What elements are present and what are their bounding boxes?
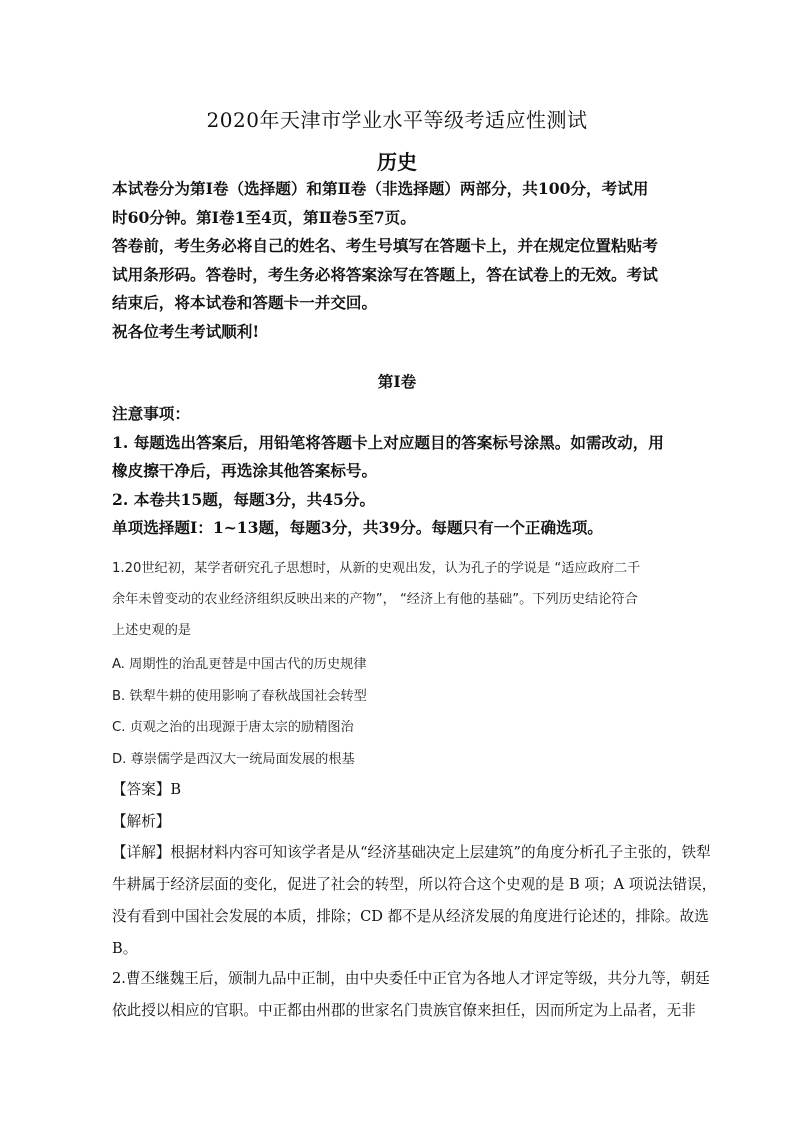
- intro-line: 结束后，将本试卷和答题卡一并交回。: [112, 293, 378, 312]
- stem-line: 依此授以相应的官职。中正都由州郡的世家名门贵族官僚来担任，因而所定为上品者，无非: [112, 1002, 696, 1019]
- stem-line: 1.20世纪初，某学者研究孔子思想时，从新的史观出发，认为孔子的学说是 “适应政府二千: [112, 561, 641, 576]
- stem-line: 2.曹丕继魏王后，颁制九品中正制，由中央委任中正官为各地人才评定等级，共分九等，朝廷: [112, 970, 710, 987]
- exam-title: 2020年天津市学业水平等级考适应性测试: [206, 108, 588, 132]
- note-line: 2. 本卷共15题，每题3分，共45分。: [112, 489, 376, 509]
- option-c: C. 贞观之治的出现源于唐太宗的励精图治: [112, 720, 354, 735]
- answer-row: [112, 778, 687, 799]
- intro-line: 本试卷分为第Ⅰ卷（选择题）和第Ⅱ卷（非选择题）两部分，共100分，考试用: [112, 179, 649, 198]
- stem-line: 上述史观的是: [112, 623, 192, 638]
- intro-line: 答卷前，考生务必将自己的姓名、考生号填写在答题卡上，并在规定位置粘贴考: [112, 236, 658, 255]
- question-2-stem: [112, 963, 710, 1027]
- note-line: 1. 每题选出答案后，用铅笔将答题卡上对应题目的答案标号涂黑。如需改动，用: [112, 432, 664, 452]
- detail-line: 【详解】根据材料内容可知该学者是从“经济基础决定上层建筑”的角度分析孔子主张的，铁犁: [112, 844, 711, 861]
- analysis-tag: 【解析】: [112, 813, 171, 830]
- analysis-detail: [112, 837, 717, 965]
- option-d: D. 尊崇儒学是西汉大一统局面发展的根基: [112, 752, 355, 767]
- single-choice-instruction: 单项选择题Ⅰ：1~13题，每题3分，共39分。每题只有一个正确选项。: [112, 518, 603, 537]
- subject-title: 历史: [377, 150, 417, 174]
- intro-line: 祝各位考生考试顺利!: [112, 321, 260, 341]
- option-b: B. 铁犁牛耕的使用影响了春秋战国社会转型: [112, 689, 367, 704]
- answer-value: B: [170, 781, 182, 798]
- stem-line: 余年未曾变动的农业经济组织反映出来的产物”， “经济上有他的基础”。下列历史结论符合: [112, 592, 638, 607]
- detail-line: 牛耕属于经济层面的变化，促进了社会的转型，所以符合这个史观的是 B 项；A 项说法错误，: [112, 876, 717, 893]
- notes-label: 注意事项：: [112, 404, 190, 423]
- detail-line: B。: [112, 940, 138, 957]
- intro-line: 试用条形码。答卷时，考生务必将答案涂写在答题上，答在试卷上的无效。考试: [112, 264, 658, 284]
- option-a: A. 周期性的治乱更替是中国古代的历史规律: [112, 657, 367, 672]
- intro-line: 时60分钟。第Ⅰ卷1至4页，第Ⅱ卷5至7页。: [112, 207, 416, 227]
- detail-line: 没有看到中国社会发展的本质，排除；CD 都不是从经济发展的角度进行论述的，排除。故选: [112, 908, 709, 925]
- section-heading: 第Ⅰ卷: [377, 372, 417, 391]
- note-line: 橡皮擦干净后，再选涂其他答案标号。: [112, 461, 378, 480]
- intro-block: [112, 175, 687, 346]
- question-1-stem: [112, 553, 687, 646]
- notes-block: [112, 400, 687, 543]
- answer-tag: 【答案】: [112, 781, 171, 798]
